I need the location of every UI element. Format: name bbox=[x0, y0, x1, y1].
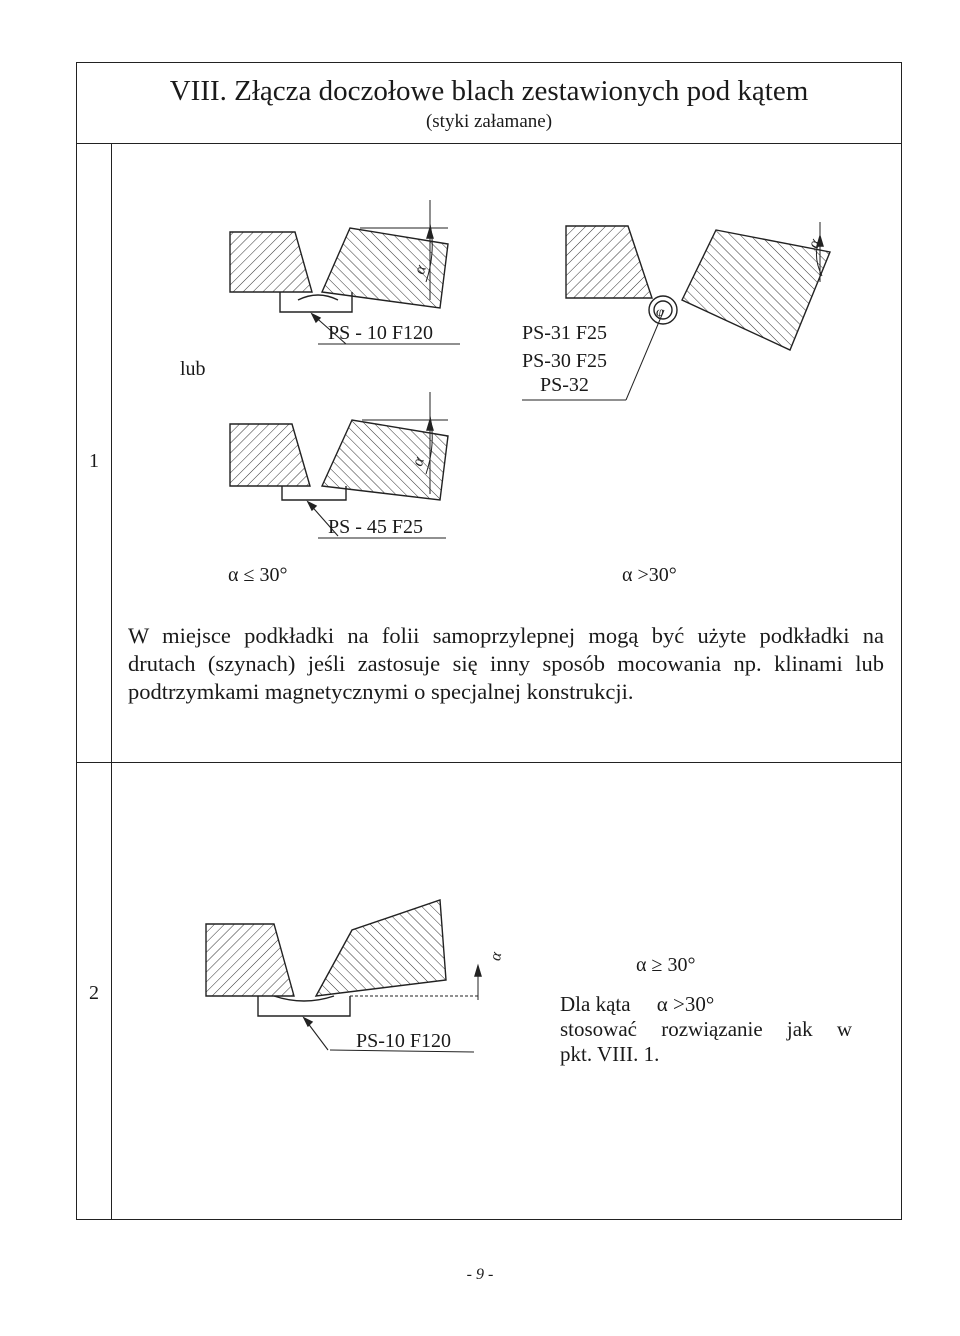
label-row2-ps10-f120: PS-10 F120 bbox=[356, 1030, 452, 1052]
row-number-2: 2 bbox=[89, 982, 99, 1004]
label-ps10-f120: PS - 10 F120 bbox=[328, 322, 434, 344]
paragraph-line: W miejsce podkładki na folii samoprzylepnej mogą być użyte podkładki na bbox=[128, 623, 884, 648]
condition-left: α ≤ 30° bbox=[228, 564, 288, 586]
label-ps31-f25: PS-31 F25 bbox=[522, 322, 608, 344]
condition-right: α >30° bbox=[622, 564, 677, 586]
row1-paragraph bbox=[128, 622, 884, 706]
paragraph-line: drutach (szynach) jeśli zastosuje się inny sposób mocowania np. klinami lub bbox=[128, 651, 884, 676]
connector-label-lub: lub bbox=[180, 358, 206, 380]
paragraph-line: podtrzymkami magnetycznymi o specjalnej konstrukcji. bbox=[128, 679, 634, 704]
label-ps32: PS-32 bbox=[540, 374, 589, 396]
note-line: stosować rozwiązanie jak w bbox=[560, 1017, 852, 1041]
row-number-1: 1 bbox=[89, 450, 99, 472]
angle-label-top-left: α bbox=[411, 263, 430, 277]
angle-label-right: α bbox=[805, 237, 824, 251]
label-ps30-f25: PS-30 F25 bbox=[522, 350, 608, 372]
angle-label-bottom-left: α bbox=[409, 455, 428, 469]
page-number: - 9 - bbox=[466, 1266, 494, 1283]
note-line: Dla kąta α >30° bbox=[560, 992, 715, 1016]
condition-row2: α ≥ 30° bbox=[636, 954, 696, 976]
page-title: VIII. Złącza doczołowe blach zestawionych pod kątem bbox=[169, 75, 809, 107]
note-line: pkt. VIII. 1. bbox=[560, 1042, 660, 1066]
label-ps45-f25: PS - 45 F25 bbox=[328, 516, 424, 538]
page-subtitle: (styki załamane) bbox=[425, 111, 553, 132]
circle-symbol: φ bbox=[656, 305, 664, 320]
angle-label-row2: α bbox=[487, 950, 506, 963]
row2-note bbox=[560, 992, 852, 1067]
